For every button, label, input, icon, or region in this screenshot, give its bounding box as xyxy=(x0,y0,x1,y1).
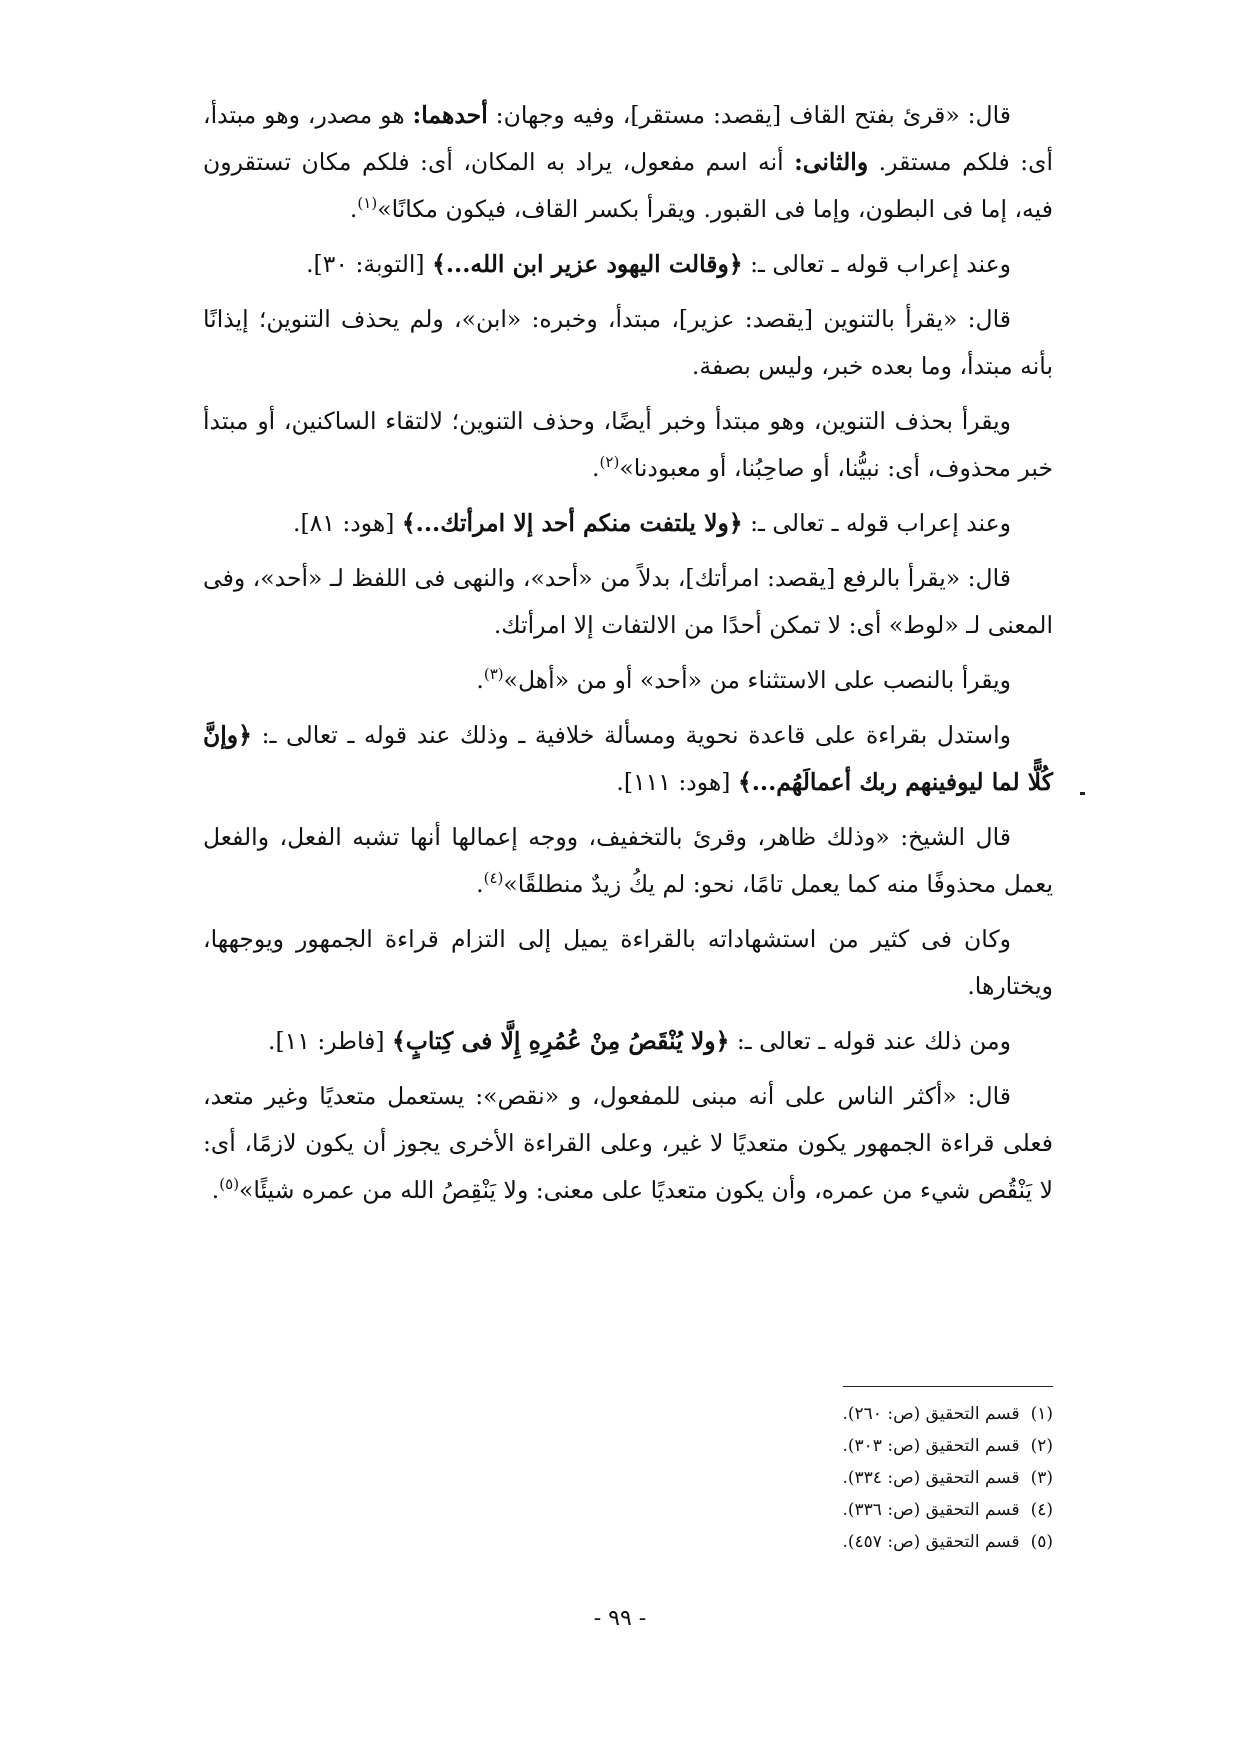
paragraph xyxy=(203,500,1053,547)
text-run: . xyxy=(476,870,484,898)
footnote xyxy=(560,1526,1053,1558)
text-run: أنه اسم مفعول، يراد به المكان، أى: فلكم مكان تستقرون فيه، إما فى البطون، وإما فى القبور. ويقرأ بكسر القاف، فيكون مكانًا» xyxy=(203,148,1053,223)
text-run: وكان فى كثير من استشهاداته بالقراءة يميل إلى التزام قراءة الجمهور ويوجهها، ويختارها. xyxy=(203,925,1053,1000)
text-run: واستدل بقراءة على قاعدة نحوية ومسألة خلافية ـ وذلك عند قوله ـ تعالى ـ: xyxy=(251,721,1011,749)
footnote-number: (١) xyxy=(1030,1404,1053,1424)
text-run: . xyxy=(592,454,600,482)
text-run: [هود: ٨١]. xyxy=(292,509,402,537)
text-run: ويقرأ بحذف التنوين، وهو مبتدأ وخبر أيضًا، وحذف التنوين؛ لالتقاء الساكنين، أو مبتدأ خبر محذوف، أى: نبيُّنا، أو صاحِبُنا، أو معبودنا» xyxy=(203,407,1053,482)
footnote-ref: (٣) xyxy=(483,665,504,684)
text-run: قال: «يقرأ بالرفع [يقصد: امرأتك]، بدلاً من «أحد»، والنهى فى اللفظ لـ «أحد»، وفى المعنى لـ «لوط» أى: لا تمكن أحدًا من الالتفات إلا امرأتك. xyxy=(203,564,1053,639)
quran-quote: ﴿ولا يلتفت منكم أحد إلا امرأتك...﴾ xyxy=(401,509,743,537)
footnote-text: قسم التحقيق (ص: ٤٥٧). xyxy=(842,1532,1020,1552)
text-run: [هود: ١١١]. xyxy=(616,768,738,796)
page-number: - ٩٩ - xyxy=(593,1606,647,1631)
footnote-number: (٤) xyxy=(1030,1500,1053,1520)
text-run: [فاطر: ١١]. xyxy=(268,1027,393,1055)
footnote-separator xyxy=(843,1386,1053,1387)
quran-quote: أحدهما: xyxy=(412,101,488,129)
footnote-ref: (٥) xyxy=(219,1175,240,1194)
quran-quote: والثانى: xyxy=(794,148,869,176)
quran-quote: ﴿وقالت اليهود عزير ابن الله...﴾ xyxy=(432,250,743,278)
text-run: هو مصدر، وهو مبتدأ، أى: فلكم مستقر. xyxy=(203,101,1053,176)
text-run: قال: «يقرأ بالتنوين [يقصد: عزير]، مبتدأ، وخبره: «ابن»، ولم يحذف التنوين؛ إيذانًا بأنه مبتدأ، وما بعده خبر، وليس بصفة. xyxy=(203,305,1053,380)
text-run: ويقرأ بالنصب على الاستثناء من «أحد» أو من «أهل» xyxy=(503,666,1011,694)
paragraph xyxy=(203,555,1053,649)
footnote-number: (٥) xyxy=(1030,1532,1053,1552)
footnote-number: (٣) xyxy=(1030,1468,1053,1488)
paragraph xyxy=(203,814,1053,908)
margin-mark xyxy=(1080,792,1085,795)
text-run: ومن ذلك عند قوله ـ تعالى ـ: xyxy=(729,1027,1011,1055)
text-run: . xyxy=(476,666,484,694)
text-run: قال: «قرئ بفتح القاف [يقصد: مستقر]، وفيه وجهان: xyxy=(487,101,1011,129)
text-run: [التوبة: ٣٠]. xyxy=(306,250,433,278)
footnote-ref: (٤) xyxy=(483,869,504,888)
footnote xyxy=(560,1398,1053,1430)
footnote xyxy=(560,1494,1053,1526)
footnote-ref: (١) xyxy=(357,194,378,213)
quran-quote: ﴿ولا يُنْقَصُ مِنْ عُمُرِهِ إِلَّا فى كِتابٍ﴾ xyxy=(392,1027,730,1055)
text-run: قال: «أكثر الناس على أنه مبنى للمفعول، و «نقص»: يستعمل متعديًا وغير متعد، فعلى قراءة الجمهور يكون متعديًا لا غير، وعلى القراءة الأخرى يجوز أن يكون لازمًا، أى: لا يَنْقُص شيء من عمره، وأن يكون متعديًا على معنى: ولا يَنْقِصُ الله من عمره شيئًا» xyxy=(203,1082,1053,1204)
paragraph xyxy=(203,296,1053,390)
text-run: . xyxy=(211,1176,220,1204)
footnote-text: قسم التحقيق (ص: ٣٣٦). xyxy=(842,1500,1020,1520)
paragraph xyxy=(203,398,1053,492)
footnote-ref: (٢) xyxy=(599,453,620,472)
quran-quote: ﴿وإنَّ كُلًّا لما ليوفينهم ربك أعمالَهُم...﴾ xyxy=(203,721,1053,796)
text-run: . xyxy=(349,195,358,223)
paragraph xyxy=(203,712,1053,806)
footnote-text: قسم التحقيق (ص: ٣٠٣). xyxy=(842,1436,1020,1456)
paragraph xyxy=(203,1073,1053,1214)
paragraph xyxy=(203,916,1053,1010)
text-run: وعند إعراب قوله ـ تعالى ـ: xyxy=(742,509,1011,537)
text-run: قال الشيخ: «وذلك ظاهر، وقرئ بالتخفيف، ووجه إعمالها أنها تشبه الفعل، والفعل يعمل محذوفًا منه كما يعمل تامًا، نحو: لم يكُ زيدٌ منطلقًا» xyxy=(203,823,1053,898)
paragraph xyxy=(203,1018,1053,1065)
footnote-text: قسم التحقيق (ص: ٢٦٠). xyxy=(842,1404,1020,1424)
footnotes xyxy=(560,1398,1053,1558)
footnote xyxy=(560,1462,1053,1494)
footnote-number: (٢) xyxy=(1030,1436,1053,1456)
footnote xyxy=(560,1430,1053,1462)
paragraph xyxy=(203,92,1053,233)
paragraph xyxy=(203,657,1053,704)
paragraph xyxy=(203,241,1053,288)
text-run: وعند إعراب قوله ـ تعالى ـ: xyxy=(742,250,1011,278)
footnote-text: قسم التحقيق (ص: ٣٣٤). xyxy=(842,1468,1020,1488)
main-text xyxy=(203,92,1053,1222)
